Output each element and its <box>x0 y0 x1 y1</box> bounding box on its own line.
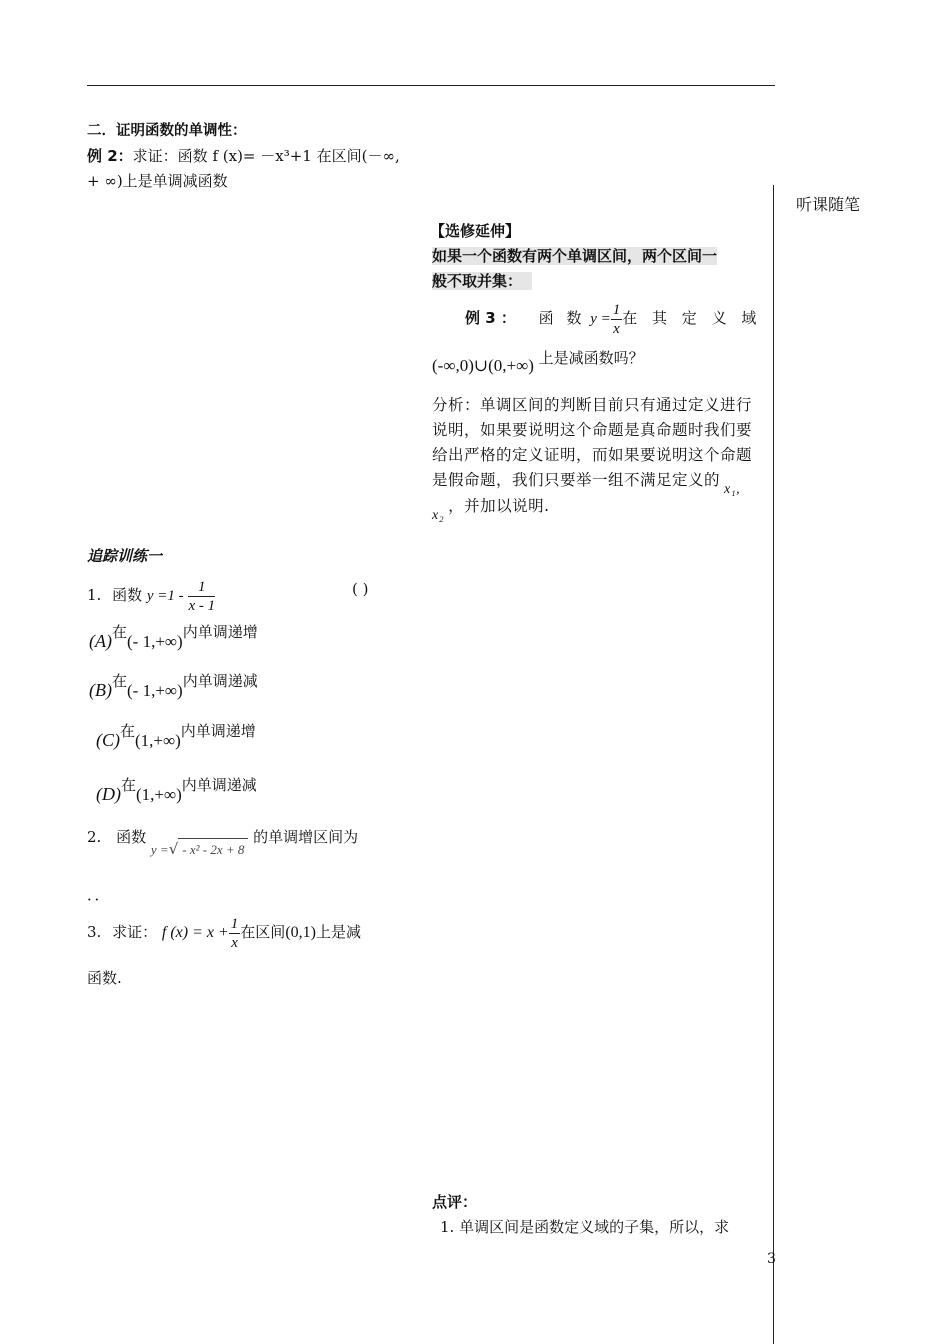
sidebar-note: 听课随笔 <box>796 195 861 214</box>
top-rule <box>87 85 775 86</box>
example-2-line1: 求证：函数 f (x)= －x³+1 在区间(－∞, <box>132 147 400 165</box>
example-3-domain: (-∞,0)∪(0,+∞) 上是减函数吗？ <box>432 349 644 375</box>
fraction-1-over-x-q3: $\frac{1}{x}$ <box>230 915 239 951</box>
question-1-bracket: ( ) <box>352 580 369 598</box>
elective-note-1: 如果一个函数有两个单调区间，两个区间一 <box>432 247 718 265</box>
training-title: 追踪训练一 <box>87 547 163 565</box>
question-1: 1. 函数 y =1 - $\frac{1}{x - 1}$ <box>87 578 216 614</box>
question-3: 3. 求证： f (x) = x + $\frac{1}{x}$ 在区间(0,1)上是减 <box>87 915 361 951</box>
margin-rule <box>773 185 774 1344</box>
question-2: 2. 函数 y =√ - x² - 2x + 8 的单调增区间为 <box>87 826 358 849</box>
section-title: 二．证明函数的单调性： <box>87 123 247 139</box>
radical: - x² - 2x + 8 <box>178 838 248 861</box>
elective-note-2: 般不取并集： <box>432 270 532 292</box>
analysis-paragraph: 分析：单调区间的判断目前只有通过定义进行说明，如果要说明这个命题是真命题时我们要给出严格的定义证明，而如果要说明这个命题是假命题，我们只要举一组不满足定义的x₁, x₂，并加以说明. <box>432 396 753 523</box>
comment-title: 点评： <box>432 1193 478 1211</box>
comment-line-1: 1. 单调区间是函数定义域的子集，所以，求 <box>440 1218 730 1236</box>
fraction-1-over-x: $\frac{1}{x}$ <box>612 301 621 337</box>
example-3-label: 例 3 ： <box>465 309 516 327</box>
option-b: (B)在(- 1,+∞)内单调递减 <box>89 672 258 700</box>
elective-heading: 【选修延伸】 <box>430 222 521 240</box>
fraction-1-over-x-minus-1: $\frac{1}{x - 1}$ <box>188 578 216 614</box>
question-3-line2: 函数. <box>87 969 122 987</box>
example-2 <box>87 145 400 167</box>
option-a: (A)在(- 1,+∞)内单调递增 <box>89 623 258 651</box>
page-number: 3 <box>767 1251 776 1267</box>
example-3: 例 3 ： 函 数 y = $\frac{1}{x}$ 在 其 定 义 域 <box>465 301 762 337</box>
option-d: (D)在(1,+∞)内单调递减 <box>96 776 257 804</box>
question-2-blank: ．． <box>87 886 110 904</box>
example-2-line2: + ∞)上是单调减函数 <box>87 172 228 190</box>
example-2-label: 例 2： <box>87 147 133 165</box>
option-c: (C)在(1,+∞)内单调递增 <box>96 722 256 750</box>
